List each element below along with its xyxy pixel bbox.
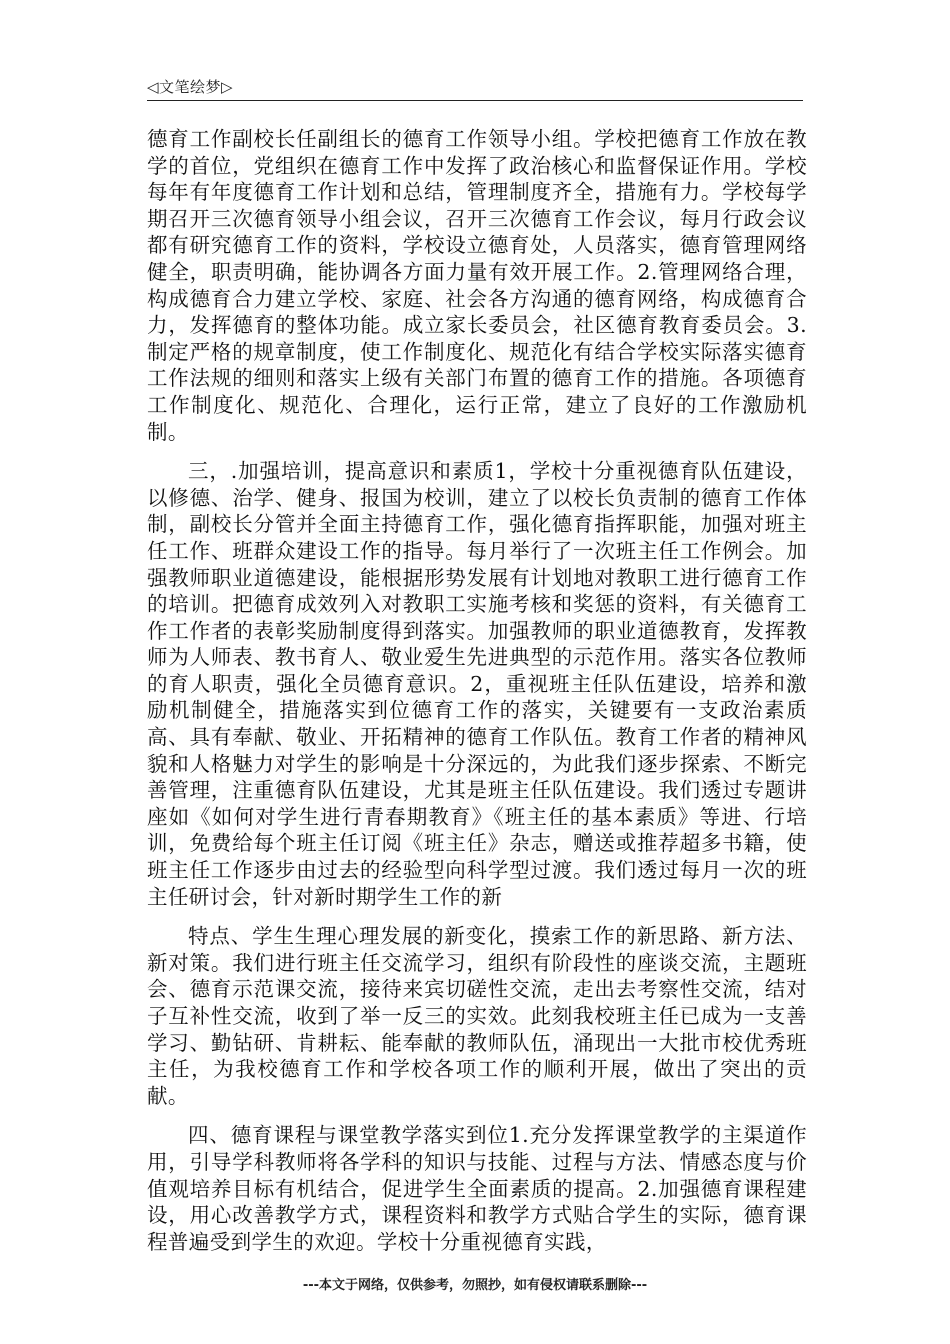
paragraph-3: 特点、学生生理心理发展的新变化，摸索工作的新思路、新方法、新对策。我们进行班主任交流学习，组织有阶段性的座谈交流，主题班会、德育示范课交流，接待来宾切磋性交流，走出去考察性交流，结对子互补性交流，收到了举一反三的实效。此刻我校班主任已成为一支善学习、勤钻研、肯耕耘、能奉献的教师队伍，涌现出一大批市校优秀班主任，为我校德育工作和学校各项工作的顺利开展，做出了突出的贡献。 — [147, 924, 807, 1108]
paragraph-4: 四、德育课程与课堂教学落实到位1.充分发挥课堂教学的主渠道作用，引导学科教师将各学科的知识与技能、过程与方法、情感态度与价值观培养目标有机结合，促进学生全面素质的提高。2.加强德育课程建设，用心改善教学方式，课程资料和教学方式贴合学生的实际，德育课程普遍受到学生的欢迎。学校十分重视德育实践， — [147, 1123, 807, 1254]
paragraph-1: 德育工作副校长任副组长的德育工作领导小组。学校把德育工作放在教学的首位，党组织在德育工作中发挥了政治核心和监督保证作用。学校每年有年度德育工作计划和总结，管理制度齐全，措施有力。学校每学期召开三次德育领导小组会议，召开三次德育工作会议，每月行政会议都有研究德育工作的资料，学校设立德育处，人员落实，德育管理网络健全，职责明确，能协调各方面力量有效开展工作。2.管理网络合理，构成德育合力建立学校、家庭、社会各方沟通的德育网络，构成德育合力，发挥德育的整体功能。成立家长委员会，社区德育教育委员会。3.制定严格的规章制度，使工作制度化、规范化有结合学校实际落实德育工作法规的细则和落实上级有关部门布置的德育工作的措施。各项德育工作制度化、规范化、合理化，运行正常，建立了良好的工作激励机制。 — [147, 127, 807, 444]
page-footer: ---本文于网络，仅供参考，勿照抄，如有侵权请联系删除--- — [302, 1278, 648, 1293]
header-title: ◁文笔绘梦▷ — [147, 78, 234, 96]
document-body — [147, 126, 807, 1268]
page-header — [147, 72, 803, 101]
paragraph-2: 三，.加强培训，提高意识和素质1，学校十分重视德育队伍建设，以修德、治学、健身、报国为校训，建立了以校长负责制的德育工作体制，副校长分管并全面主持德育工作，强化德育指挥职能，加强对班主任工作、班群众建设工作的指导。每月举行了一次班主任工作例会。加强教师职业道德建设，能根据形势发展有计划地对教职工进行德育工作的培训。把德育成效列入对教职工实施考核和奖惩的资料，有关德育工作工作者的表彰奖励制度得到落实。加强教师的职业道德教育，发挥教师为人师表、教书育人、敬业爱生先进典型的示范作用。落实各位教师的育人职责，强化全员德育意识。2，重视班主任队伍建设，培养和激励机制健全，措施落实到位德育工作的落实，关键要有一支政治素质高、具有奉献、敬业、开拓精神的德育工作队伍。教育工作者的精神风貌和人格魅力对学生的影响是十分深远的，为此我们逐步探索、不断完善管理，注重德育队伍建设，尤其是班主任队伍建设。我们透过专题讲座如《如何对学生进行青春期教育》《班主任的基本素质》等进、行培训，免费给每个班主任订阅《班主任》杂志，赠送或推荐超多书籍，使班主任工作逐步由过去的经验型向科学型过渡。我们透过每月一次的班主任研讨会，针对新时期学生工作的新 — [147, 459, 807, 909]
